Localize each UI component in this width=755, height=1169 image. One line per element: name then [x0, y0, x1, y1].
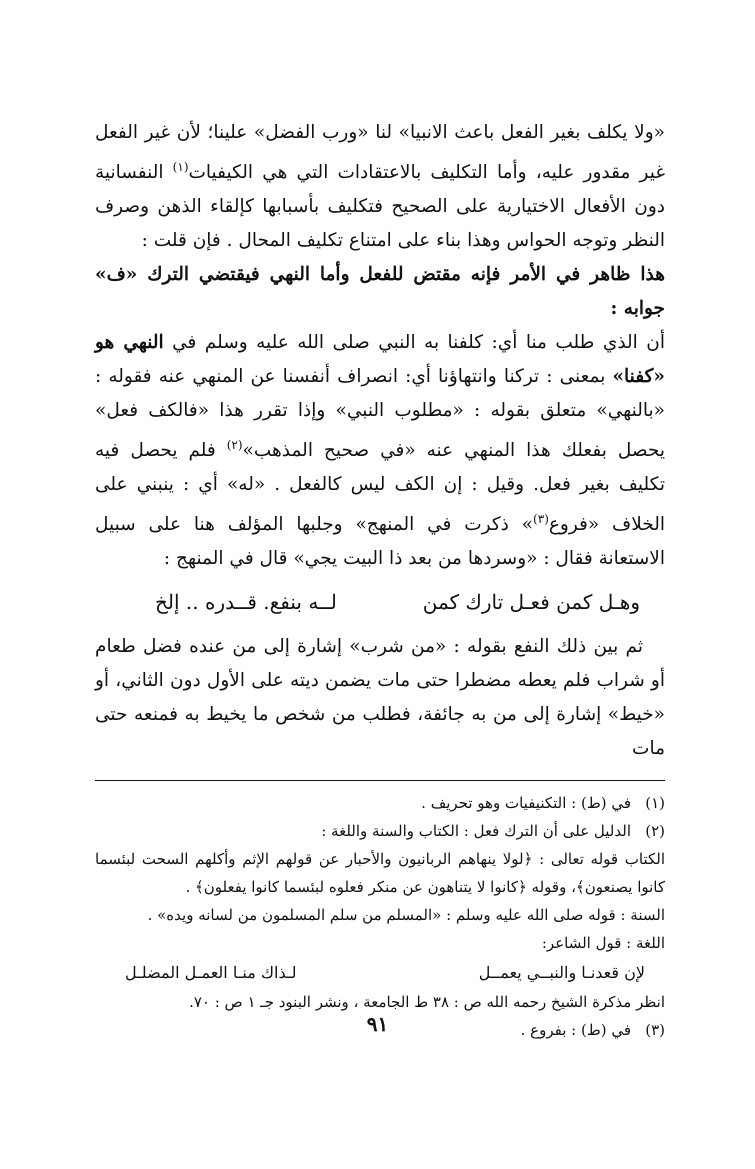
footnotes [95, 789, 665, 1044]
footnote-2-text: الدليل على أن الترك فعل : الكتاب والسنة واللغة : [321, 822, 631, 841]
p3-text: أن الذي طلب منا أي: كلفنا به النبي صلى الله عليه وسلم في [163, 332, 666, 354]
footnote-1 [95, 789, 665, 817]
paragraph-4: ثم بين ذلك النفع بقوله : «من شرب» إشارة إلى من عنده فضل طعام أو شراب فلم يعطه مضطرا حتى مات يضمن ديته على الأول دون الثاني، أو «خيط» إشارة إلى من به جائفة، فطلب من شخص ما يخيط به فمنعه حتى مات [95, 636, 666, 760]
footnote-ref-2: (٢) [226, 438, 243, 453]
footnote-ref-3: (٣) [533, 512, 549, 527]
main-text [95, 116, 665, 766]
footnote-2-sunna: السنة : قوله صلى الله عليه وسلم : «المسلم من سلم المسلمون من لسانه ويده» . [147, 906, 665, 925]
page-content [95, 116, 665, 1044]
footnote-poem-right: لإن قعدنـا والنبــي يعمــل [478, 963, 645, 983]
footnote-ref-1: (١) [172, 160, 189, 174]
footnote-3-text: في (ط) : بفروع . [520, 1021, 631, 1040]
footnote-3-number: (٣) [645, 1021, 665, 1040]
footnote-2-reference: انظر مذكرة الشيخ رحمه الله ص : ٣٨ ط الجامعة ، ونشر البنود جـ ١ ص : ٧٠. [189, 993, 665, 1012]
p1-text-cont: النفسانية دون الأفعال الاختيارية على الصحيح فتكليف بأسبابها كإلقاء الذهن وصرف النظر وتوجه الحواس وهذا بناء على امتناع تكليف المحال . فإن قلت : [95, 162, 665, 252]
paragraph-3 [95, 326, 665, 576]
footnote-2 [95, 817, 665, 845]
p3-text-cont3: » ذكرت في المنهج» وجلبها المؤلف هنا على سبيل الاستعانة فقال : «وسردها من بعد ذا البيت يجي» قال في المنهج : [95, 514, 665, 570]
footnote-2-quran: الكتاب قوله تعالى : ﴿لولا ينهاهم الربانيون والأحبار عن قولهم الإثم وأكلهم السحت لبئسما كانوا يصنعون﴾، وقوله ﴿كانوا لا يتناهون عن منكر فعلوه لبئسما كانوا يفعلون﴾ . [95, 850, 665, 897]
page-number: ٩١ [366, 1012, 389, 1036]
footnote-2-number: (٢) [645, 822, 665, 841]
poem-hemistich-left: لــه بنفع. قــدره .. إلخ [155, 590, 337, 615]
p1-text: «ولا يكلف بغير الفعل باعث الانبيا» لنا «ورب الفضل» علينا؛ لأن غير الفعل غير مقدور عليه، وأما التكليف بالاعتقادات التي هي الكيفيات [95, 122, 665, 184]
footnote-1-number: (١) [645, 794, 665, 813]
p3-text-cont2: فلم يحصل فيه تكليف بغير فعل. وقيل : إن الكف ليس كالفعل . «له» أي : ينبني على الخلاف «فروع [95, 440, 665, 536]
footnote-separator [95, 780, 665, 781]
paragraph-1 [95, 116, 665, 258]
poem-hemistich-right: وهـل كمن فعـل تارك كمن [422, 590, 640, 615]
p3-bold: النهي هو «كفنا» [95, 332, 665, 388]
footnote-2-lugha: اللغة : قول الشاعر: [541, 934, 665, 953]
footnote-poem-left: لـذاك منـا العمـل المضلـل [125, 963, 297, 983]
footnote-2-poem [125, 963, 645, 982]
poem-verse [155, 590, 640, 614]
p3-text-cont: بمعنى : تركنا وانتهاؤنا أي: انصراف أنفسنا عن المنهي عنه فقوله : «بالنهي» متعلق بقوله : «مطلوب النبي» وإذا تقرر هذا «فالكف فعل» يحصل بفعلك هذا المنهي عنه «في صحيح المذهب» [95, 366, 665, 462]
paragraph-2-bold: هذا ظاهر في الأمر فإنه مقتض للفعل وأما النهي فيقتضي الترك «ف» جوابه : [95, 264, 665, 320]
footnote-1-text: في (ط) : التكنيفيات وهو تحريف . [421, 794, 631, 813]
